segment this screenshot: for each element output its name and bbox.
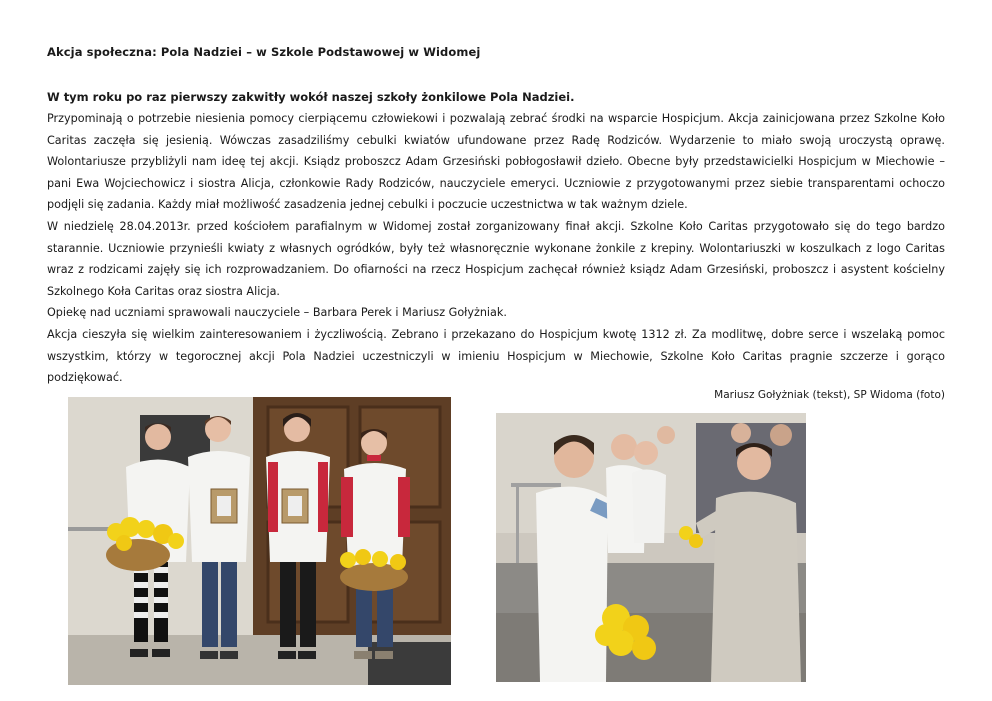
paragraph: W niedzielę 28.04.2013r. przed kościołem parafialnym w Widomej został zorganizowany finał akcji. Szkolne Koło Caritas przygotowało się do tego bardzo starannie. Uczniowie przynieśli kwiaty z własnych ogródków, były też własnoręcznie wykonane żonkile z krepiny. Wolontariuszki w koszulkach z logo Caritas wraz z rodzicami zajęły się ich rozprowadzaniem. Do ofiarności na rzecz Hospicjum zachęcał również ksiądz Adam Grzesiński, proboszcz i asystent kościelny Szkolnego Koła Caritas oraz siostra Alicja.: [47, 219, 945, 298]
document-title: Akcja społeczna: Pola Nadziei – w Szkole Podstawowej w Widomej: [47, 45, 481, 59]
paragraph: Opiekę nad uczniami sprawowali nauczyciele – Barbara Perek i Mariusz Gołyżniak.: [47, 306, 507, 320]
paragraph: Akcja cieszyła się wielkim zainteresowaniem i życzliwością. Zebrano i przekazano do Hospicjum kwotę 1312 zł. Za modlitwę, dobre serce i wszelaką pomoc wszystkim, którzy w tegorocznej akcji Pola Nadziei uczestniczyli w imieniu Hospicjum w Miechowie, Szkolne Koło Caritas pragnie szczerze i gorąco podziękować.: [47, 327, 945, 385]
photo-daffodil-distribution: [496, 413, 806, 682]
photo-credit: Mariusz Gołyżniak (tekst), SP Widoma (foto): [714, 389, 945, 401]
photo-volunteers-at-door: [68, 397, 451, 685]
paragraph: Przypominają o potrzebie niesienia pomocy cierpiącemu człowiekowi i pozwalają zebrać środki na wsparcie Hospicjum. Akcja zainicjowana przez Szkolne Koło Caritas zaczęła się jesienią. Wówczas zasadziliśmy cebulki kwiatów ufundowane przez Radę Rodziców. Wydarzenie to miało swoją uroczystą oprawę. Wolontariusze przybliżyli nam ideę tej akcji. Ksiądz proboszcz Adam Grzesiński pobłogosławił dzieło. Obecne były przedstawicielki Hospicjum w Miechowie – pani Ewa Wojciechowicz i siostra Alicja, członkowie Rady Rodziców, nauczyciele emeryci. Uczniowie z przygotowanymi przez siebie transparentami ochoczo podjęli się zadania. Każdy miał możliwość zasadzenia jednej cebulki i poczucie uczestnictwa w tak ważnym dziele.: [47, 112, 945, 212]
document-subtitle: W tym roku po raz pierwszy zakwitły wokół naszej szkoły żonkilowe Pola Nadziei.: [47, 90, 575, 104]
article-body: [47, 108, 945, 389]
